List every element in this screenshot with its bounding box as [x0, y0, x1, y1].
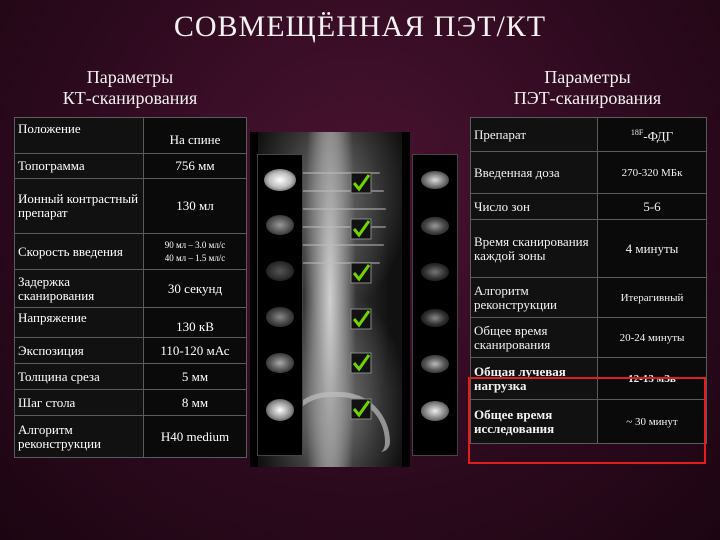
ct-params-header	[20, 67, 240, 109]
pet-value: 20-24 минуты	[598, 318, 707, 358]
pet-header-line1: Параметры	[544, 67, 631, 87]
slice-image	[264, 169, 296, 191]
pet-value: 4 минуты	[598, 220, 707, 278]
pet-value: 12-13 мЗв	[598, 358, 707, 400]
table-row	[471, 152, 707, 194]
table-row	[15, 234, 247, 270]
pet-value: Итерагивный	[598, 278, 707, 318]
ct-value	[144, 234, 247, 270]
pet-value-main: -ФДГ	[643, 128, 674, 144]
slice-image	[421, 355, 449, 373]
ct-value: 5 мм	[144, 364, 247, 390]
ct-label: Шаг стола	[15, 390, 144, 416]
ct-params-table	[14, 117, 247, 458]
ct-label: Ионный контрастный препарат	[15, 179, 144, 234]
pet-label: Время сканирования каждой зоны	[471, 220, 598, 278]
table-row	[15, 154, 247, 179]
pet-value-sup: 18F	[630, 127, 644, 137]
ct-label: Скорость введения	[15, 234, 144, 270]
ct-value: H40 medium	[144, 416, 247, 458]
page-title: СОВМЕЩЁННАЯ ПЭТ/КТ	[173, 10, 547, 43]
pet-label: Общее время сканирования	[471, 318, 598, 358]
slice-image	[266, 399, 294, 421]
table-row	[15, 416, 247, 458]
checkmark-icon	[350, 218, 372, 240]
table-row	[15, 338, 247, 364]
slice-image	[266, 215, 294, 235]
pet-header-line2: ПЭТ-сканирования	[513, 88, 662, 108]
ct-value: 110-120 мАс	[144, 338, 247, 364]
pet-slices-left	[257, 154, 303, 456]
checkmark-icon	[350, 352, 372, 374]
table-row	[15, 270, 247, 308]
table-row	[471, 194, 707, 220]
table-row	[471, 220, 707, 278]
highlight-box	[468, 377, 706, 464]
slice-image	[266, 353, 294, 373]
table-row	[471, 318, 707, 358]
pet-label: Введенная доза	[471, 152, 598, 194]
table-row	[471, 118, 707, 152]
ct-value-line2: 40 мл – 1.5 мл/с	[164, 252, 226, 263]
ct-label: Напряжение	[15, 308, 144, 338]
ct-label: Задержка сканирования	[15, 270, 144, 308]
table-row	[15, 118, 247, 154]
ct-value: 130 мл	[144, 179, 247, 234]
pet-label: Общая лучевая нагрузка	[471, 358, 598, 400]
slice-image	[266, 261, 294, 281]
table-row	[471, 278, 707, 318]
ct-label: Топограмма	[15, 154, 144, 179]
checkmark-icon	[350, 398, 372, 420]
ct-value: 756 мм	[144, 154, 247, 179]
ct-value: 8 мм	[144, 390, 247, 416]
pet-slices-right	[412, 154, 458, 456]
pet-value: 270-320 МБк	[598, 152, 707, 194]
slice-image	[421, 309, 449, 327]
pet-label: Препарат	[471, 118, 598, 152]
table-row	[15, 364, 247, 390]
pet-value: ~ 30 минут	[598, 400, 707, 444]
slice-image	[421, 171, 449, 189]
slice-image	[421, 401, 449, 421]
ct-label: Толщина среза	[15, 364, 144, 390]
ct-value-line1: 90 мл – 3.0 мл/с	[164, 239, 226, 250]
table-row	[15, 179, 247, 234]
pet-value: 5-6	[598, 194, 707, 220]
ct-label: Экспозиция	[15, 338, 144, 364]
ct-value: 30 секунд	[144, 270, 247, 308]
ct-label: Положение	[15, 118, 144, 154]
table-row	[15, 390, 247, 416]
pet-params-header	[470, 67, 705, 109]
slice-image	[421, 263, 449, 281]
pet-label: Общее время исследования	[471, 400, 598, 444]
ct-header-line1: Параметры	[86, 67, 174, 87]
pet-label: Алгоритм реконструкции	[471, 278, 598, 318]
checkmark-icon	[350, 262, 372, 284]
checkmark-icon	[350, 172, 372, 194]
slice-image	[421, 217, 449, 235]
slice-image	[266, 307, 294, 327]
ct-label: Алгоритм реконструкции	[15, 416, 144, 458]
checkmark-icon	[350, 308, 372, 330]
pet-label: Число зон	[471, 194, 598, 220]
table-row	[15, 308, 247, 338]
ct-header-line2: КТ-сканирования	[62, 88, 198, 108]
ct-value: 130 кВ	[144, 308, 247, 338]
pet-value	[598, 118, 707, 152]
ct-value: На спине	[144, 118, 247, 154]
